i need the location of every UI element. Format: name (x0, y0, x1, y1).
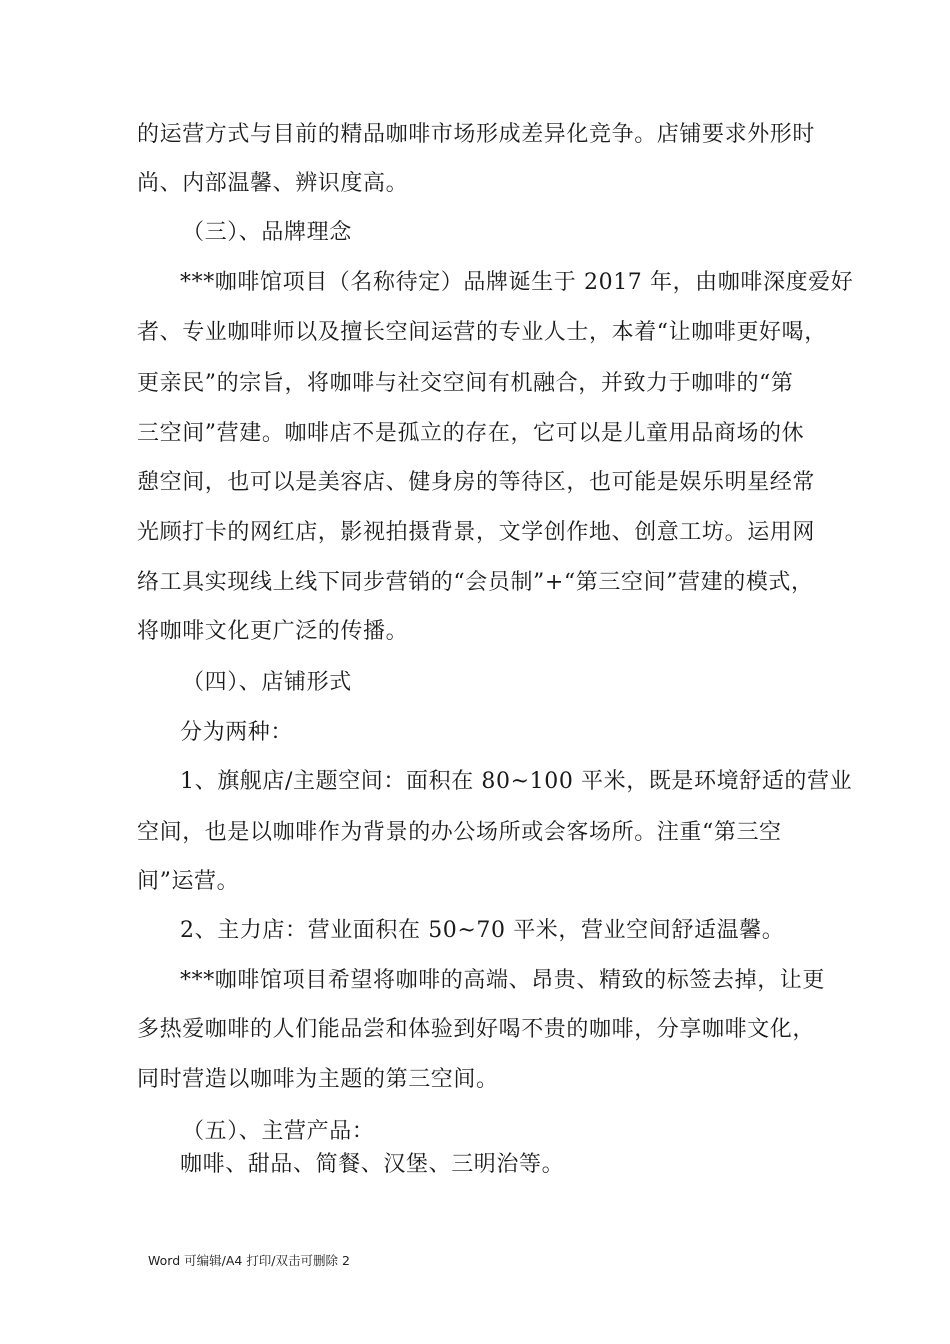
paragraph-line: 憩空间，也可以是美容店、健身房的等待区，也可能是娱乐明星经常 (137, 470, 816, 495)
paragraph-line: 将咖啡文化更广泛的传播。 (137, 619, 409, 644)
paragraph-line: 者、专业咖啡师以及擅长空间运营的专业人士，本着“让咖啡更好喝， (137, 320, 827, 345)
paragraph-line: ***咖啡馆项目（名称待定）品牌诞生于 2017 年，由咖啡深度爱好 (180, 270, 854, 295)
paragraph-line: 咖啡、甜品、简餐、汉堡、三明治等。 (180, 1152, 565, 1177)
paragraph-line: 络工具实现线上线下同步营销的“会员制”+“第三空间”营建的模式， (137, 570, 814, 595)
section-heading-brand-concept: （三）、品牌理念 (182, 220, 352, 245)
paragraph-line: 多热爱咖啡的人们能品尝和体验到好喝不贵的咖啡，分享咖啡文化， (137, 1017, 816, 1042)
paragraph-line: 分为两种： (180, 720, 294, 745)
section-heading-store-format: （四）、店铺形式 (182, 670, 352, 695)
page-footer: Word 可编辑/A4 打印/双击可删除 2 (148, 1253, 350, 1268)
list-item-flagship: 1、旗舰店/主题空间：面积在 80~100 平米，既是环境舒适的营业 (180, 769, 853, 794)
paragraph-line: 三空间”营建。咖啡店不是孤立的存在，它可以是儿童用品商场的休 (137, 421, 805, 446)
paragraph-line: 光顾打卡的网红店，影视拍摄背景，文学创作地、创意工坊。运用网 (137, 520, 816, 545)
paragraph-line: 尚、内部温馨、辨识度高。 (137, 171, 409, 196)
paragraph-line: 更亲民”的宗旨，将咖啡与社交空间有机融合，并致力于咖啡的“第 (137, 371, 794, 396)
paragraph-line: 空间，也是以咖啡作为背景的办公场所或会客场所。注重“第三空 (137, 820, 782, 845)
paragraph-line: ***咖啡馆项目希望将咖啡的高端、昂贵、精致的标签去掉，让更 (180, 968, 826, 993)
section-heading-main-products: （五）、主营产品： (182, 1119, 375, 1144)
paragraph-line: 间”运营。 (137, 869, 240, 894)
paragraph-line: 同时营造以咖啡为主题的第三空间。 (137, 1067, 499, 1092)
paragraph-line: 的运营方式与目前的精品咖啡市场形成差异化竞争。店铺要求外形时 (137, 122, 816, 147)
list-item-main-store: 2、主力店：营业面积在 50~70 平米，营业空间舒适温馨。 (180, 918, 785, 943)
